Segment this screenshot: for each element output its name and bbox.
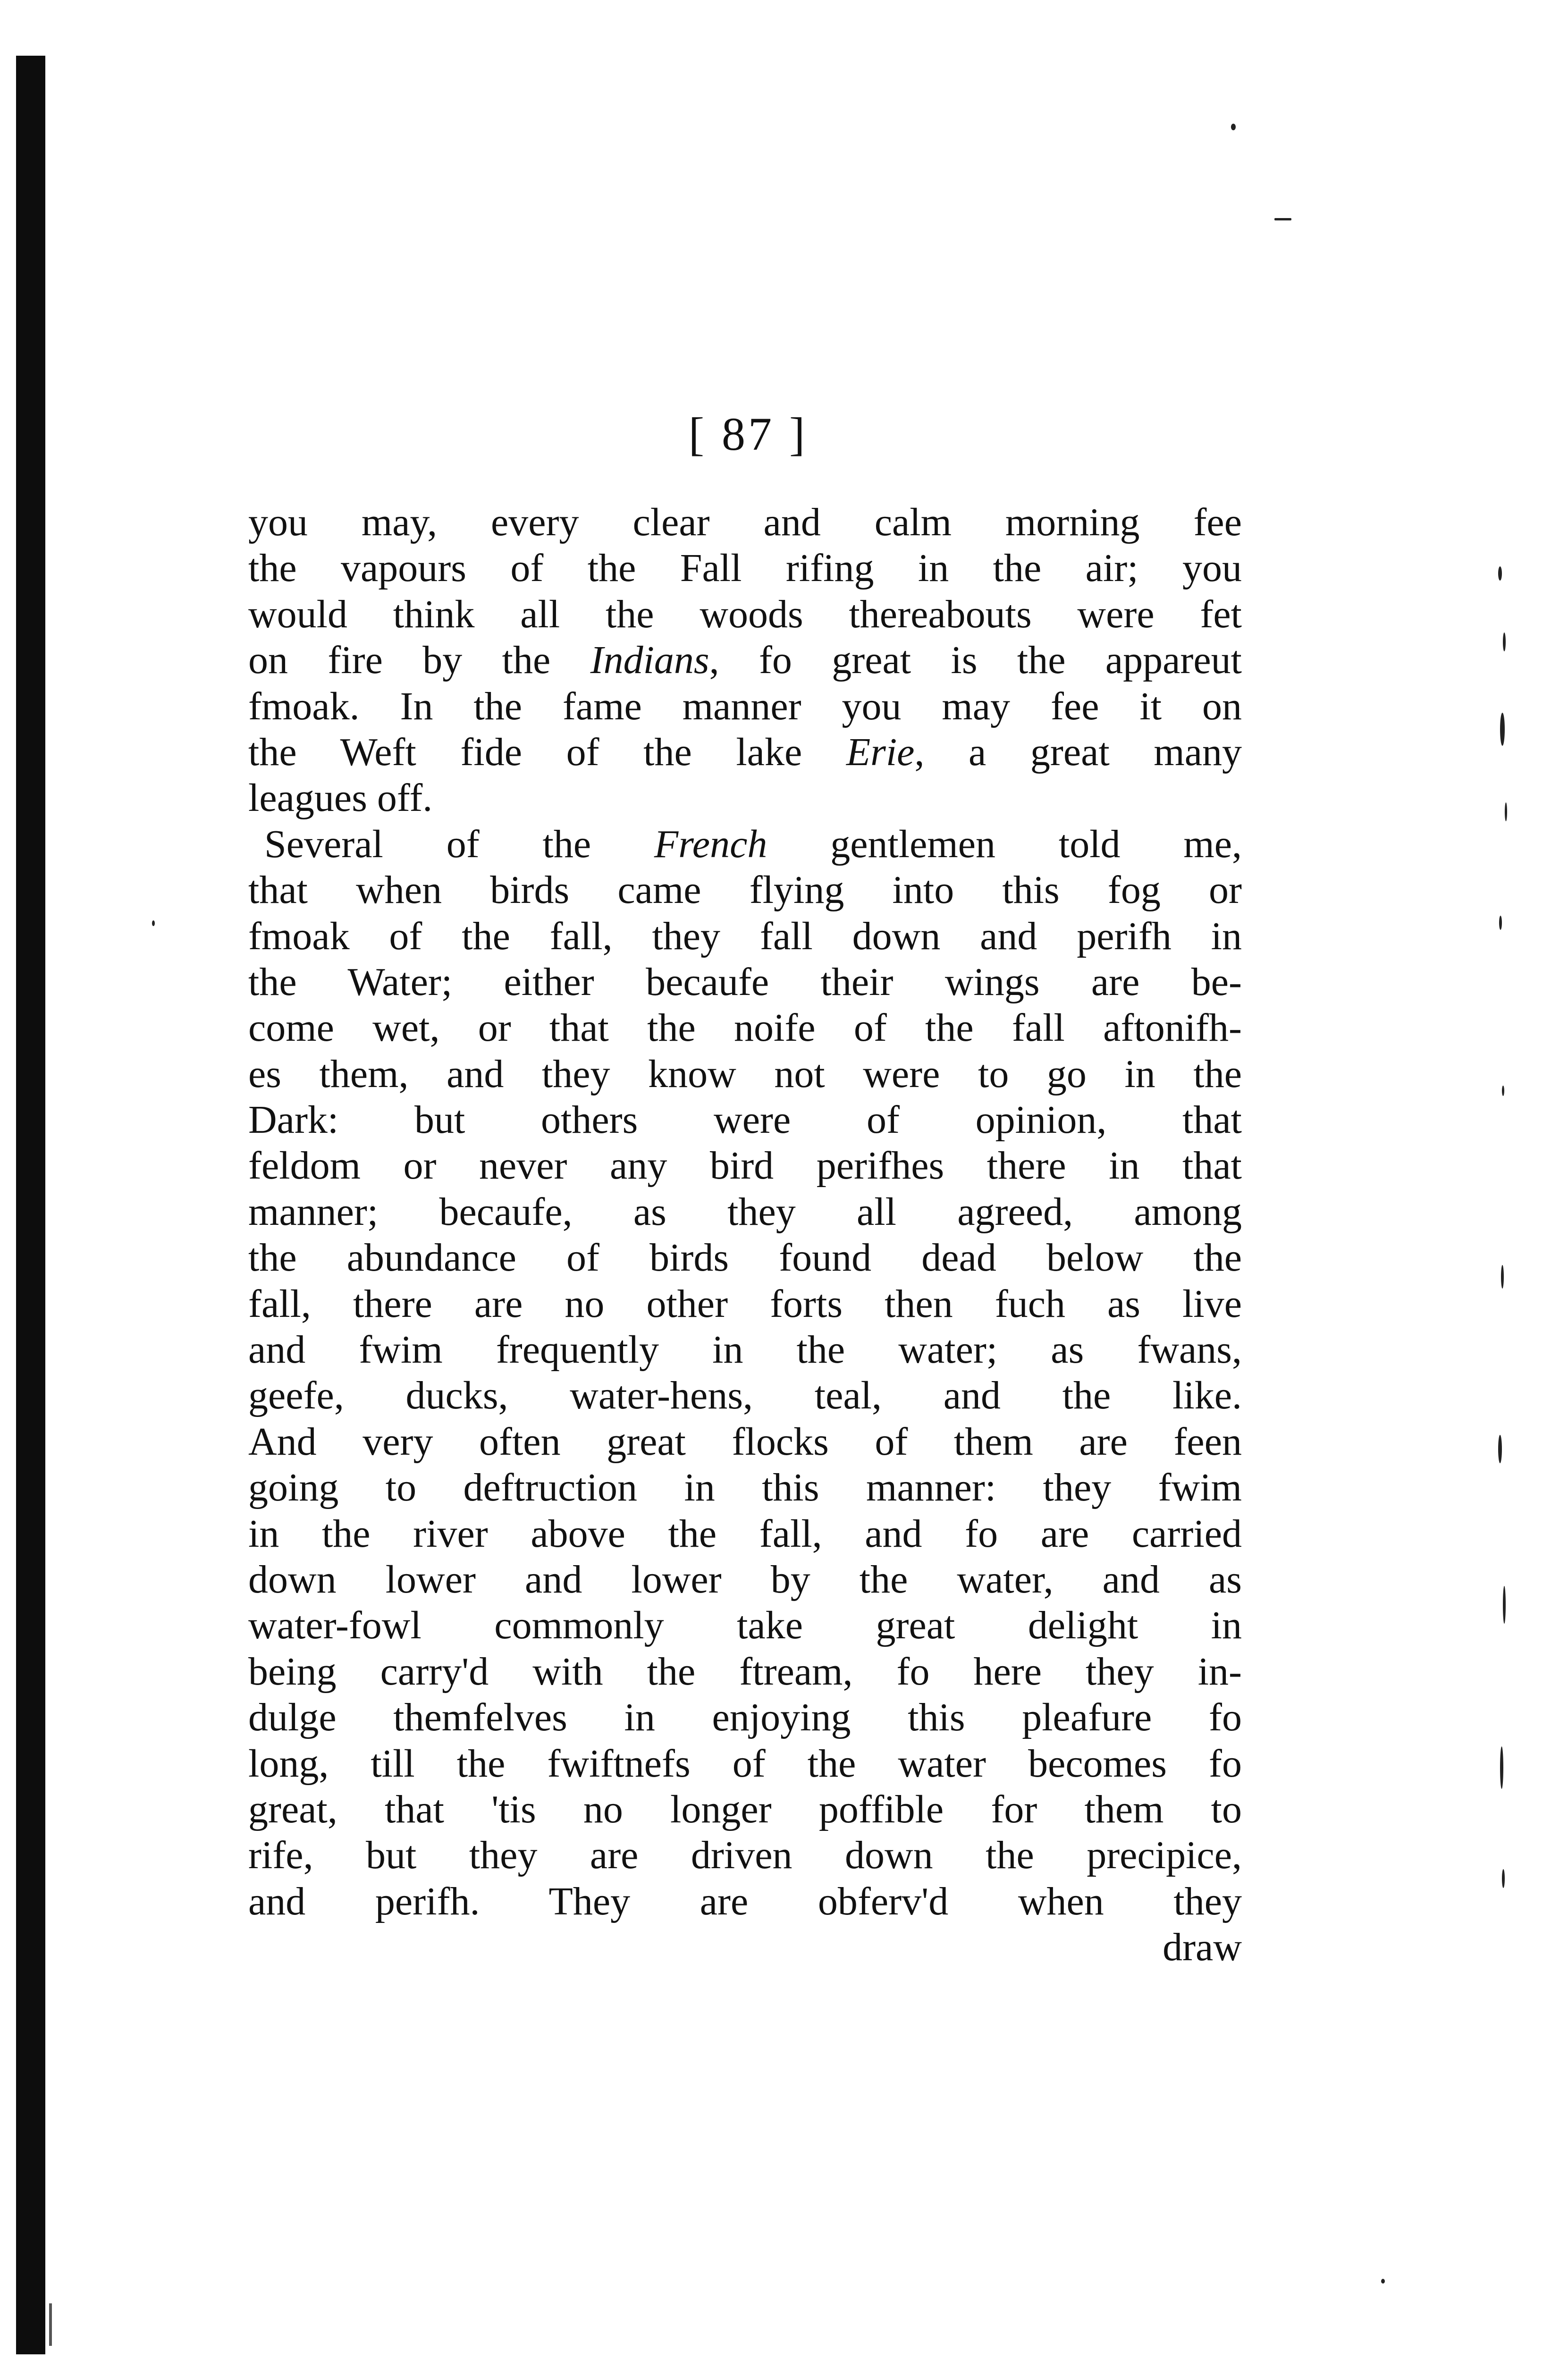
scan-speck <box>1274 218 1291 220</box>
scan-edge-noise <box>1496 557 1515 1902</box>
text-line: rife, but they are driven down the precipice, <box>248 1833 1242 1878</box>
text-line: leagues off. <box>248 776 433 820</box>
scan-speck <box>1502 1869 1505 1888</box>
text-line: fmoak of the fall, they fall down and perifh in <box>248 914 1242 958</box>
paragraph-start-line: Several of the French gentlemen told me, <box>264 822 1242 866</box>
text-line: on fire by the Indians, fo great is the appareut <box>248 638 1242 683</box>
text-line: the Weft fide of the lake Erie, a great many <box>248 730 1242 774</box>
text-line: and perifh. They are obferv'd when they <box>248 1879 1242 1923</box>
text-line: being carry'd with the ftream, fo here they in- <box>248 1649 1242 1694</box>
page-number: [ 87 ] <box>688 408 808 460</box>
body-text <box>248 499 1242 1971</box>
text-line: great, that 'tis no longer poffible for them to <box>248 1787 1242 1831</box>
text-line: long, till the fwiftnefs of the water becomes fo <box>248 1741 1242 1786</box>
text-line: water-fowl commonly take great delight in <box>248 1603 1242 1648</box>
text-line: the abundance of birds found dead below the <box>248 1236 1242 1280</box>
text-line: going to deftruction in this manner: they fwim <box>248 1466 1242 1510</box>
scan-speck <box>152 920 155 926</box>
text-line: come wet, or that the noife of the fall aftonifh- <box>248 1006 1242 1050</box>
text-line: And very often great flocks of them are feen <box>248 1419 1242 1464</box>
text-line: fmoak. In the fame manner you may fee it on <box>248 684 1242 728</box>
scan-speck <box>1500 1746 1503 1789</box>
text-line: would think all the woods thereabouts were fet <box>248 592 1242 636</box>
text-line: that when birds came flying into this fog or <box>248 868 1242 912</box>
catchword: draw <box>1163 1925 1242 1970</box>
text-line: you may, every clear and calm morning fee <box>248 500 1242 544</box>
scan-speck <box>1231 124 1236 130</box>
scan-speck <box>1502 1086 1504 1096</box>
text-line: geefe, ducks, water-hens, teal, and the like. <box>248 1374 1242 1418</box>
scan-speck <box>1499 916 1502 930</box>
text-line: the vapours of the Fall rifing in the air; you <box>248 546 1242 590</box>
page-edge-bar <box>16 56 45 2354</box>
scan-speck <box>1500 713 1505 746</box>
scan-speck <box>1498 1435 1502 1463</box>
text-line: and fwim frequently in the water; as fwans, <box>248 1328 1242 1372</box>
text-line: Dark: but others were of opinion, that <box>248 1098 1242 1142</box>
scan-speck <box>1503 1586 1506 1624</box>
text-line: manner; becaufe, as they all agreed, among <box>248 1189 1242 1234</box>
scan-speck <box>1505 802 1507 821</box>
page-edge-tail <box>49 2303 52 2346</box>
text-line: down lower and lower by the water, and as <box>248 1557 1242 1601</box>
text-line: fall, there are no other forts then fuch as live <box>248 1281 1242 1326</box>
text-line: es them, and they know not were to go in the <box>248 1052 1242 1096</box>
scan-speck <box>1381 2279 1385 2284</box>
text-line: feldom or never any bird perifhes there in that <box>248 1144 1242 1188</box>
scan-speck <box>1498 566 1502 581</box>
text-line: the Water; either becaufe their wings are be- <box>248 960 1242 1004</box>
scan-speck <box>1503 632 1506 651</box>
text-line: in the river above the fall, and fo are carried <box>248 1511 1242 1556</box>
text-line: dulge themfelves in enjoying this pleafure fo <box>248 1695 1242 1740</box>
scan-speck <box>1501 1265 1504 1289</box>
